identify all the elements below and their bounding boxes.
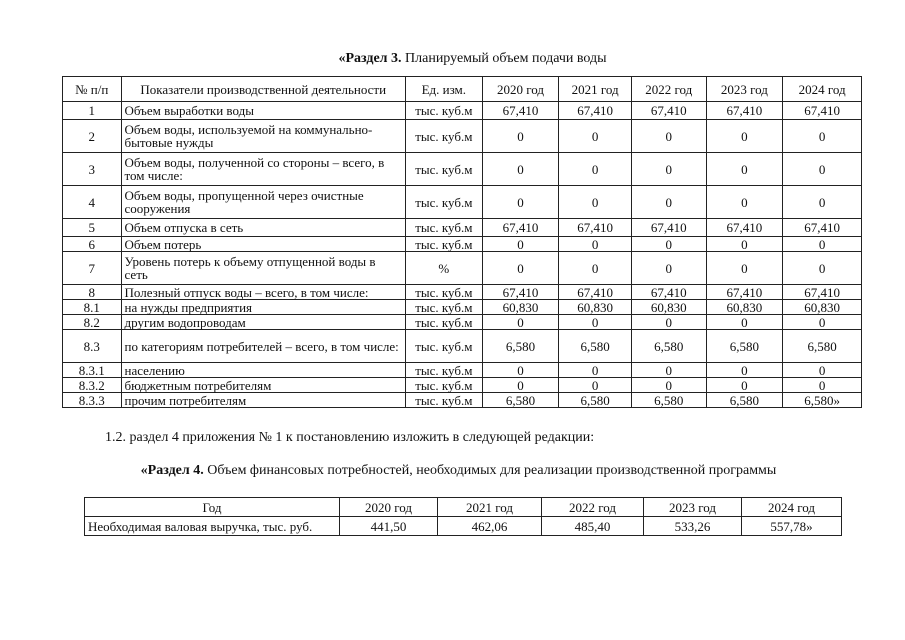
row-label: другим водопроводам — [121, 315, 405, 330]
value-cell: 0 — [631, 237, 706, 252]
value-cell: 67,410 — [482, 102, 559, 120]
section4-table — [84, 497, 842, 536]
row-label: на нужды предприятия — [121, 300, 405, 315]
section4-header-row — [85, 498, 842, 517]
header-cell: 2023 год — [706, 77, 783, 102]
table-row — [63, 153, 862, 186]
unit-cell: тыс. куб.м — [405, 330, 482, 363]
header-cell: 2024 год — [742, 498, 842, 517]
value-cell: 0 — [559, 378, 632, 393]
unit-cell: тыс. куб.м — [405, 186, 482, 219]
value-cell: 60,830 — [631, 300, 706, 315]
value-cell: 67,410 — [559, 285, 632, 300]
value-cell: 0 — [631, 363, 706, 378]
table-row — [63, 219, 862, 237]
row-number: 8.3.1 — [63, 363, 122, 378]
value-cell: 0 — [631, 252, 706, 285]
unit-cell: тыс. куб.м — [405, 393, 482, 408]
value-cell: 0 — [706, 378, 783, 393]
value-cell: 67,410 — [482, 285, 559, 300]
value-cell: 60,830 — [706, 300, 783, 315]
table-row — [63, 330, 862, 363]
header-cell: 2020 год — [482, 77, 559, 102]
unit-cell: тыс. куб.м — [405, 300, 482, 315]
section3-header-row — [63, 77, 862, 102]
value-cell: 0 — [559, 237, 632, 252]
value-cell: 0 — [559, 153, 632, 186]
unit-cell: тыс. куб.м — [405, 102, 482, 120]
value-cell: 0 — [482, 378, 559, 393]
table-row — [63, 120, 862, 153]
header-cell: 2021 год — [438, 498, 542, 517]
value-cell: 67,410 — [783, 102, 862, 120]
header-cell: № п/п — [63, 77, 122, 102]
row-label: по категориям потребителей – всего, в том числе: — [121, 330, 405, 363]
value-cell: 0 — [783, 252, 862, 285]
row-label: населению — [121, 363, 405, 378]
value-cell: 67,410 — [631, 102, 706, 120]
amendment-note: 1.2. раздел 4 приложения № 1 к постановлению изложить в следующей редакции: — [105, 430, 595, 445]
row-number: 8.3 — [63, 330, 122, 363]
value-cell: 0 — [631, 186, 706, 219]
value-cell: 0 — [783, 315, 862, 330]
section3-table — [62, 76, 862, 408]
value-cell: 67,410 — [559, 102, 632, 120]
value-cell: 67,410 — [706, 219, 783, 237]
header-cell: 2020 год — [340, 498, 438, 517]
row-label: Полезный отпуск воды – всего, в том числе: — [121, 285, 405, 300]
row-label: Объем воды, полученной со стороны – всего, в том числе: — [121, 153, 405, 186]
value-cell: 67,410 — [783, 285, 862, 300]
header-cell: 2024 год — [783, 77, 862, 102]
row-label: бюджетным потребителям — [121, 378, 405, 393]
row-number: 8.3.3 — [63, 393, 122, 408]
header-cell: 2023 год — [644, 498, 742, 517]
row-label: Объем отпуска в сеть — [121, 219, 405, 237]
table-row — [63, 363, 862, 378]
value-cell: 0 — [482, 363, 559, 378]
value-cell: 60,830 — [482, 300, 559, 315]
row-label: Объем воды, пропущенной через очистные сооружения — [121, 186, 405, 219]
row-label: Уровень потерь к объему отпущенной воды в сеть — [121, 252, 405, 285]
table-row — [63, 237, 862, 252]
value-cell: 0 — [706, 153, 783, 186]
value-cell: 0 — [706, 252, 783, 285]
value-cell: 0 — [631, 153, 706, 186]
unit-cell: тыс. куб.м — [405, 153, 482, 186]
value-cell: 6,580 — [559, 393, 632, 408]
value-cell: 6,580 — [631, 393, 706, 408]
row-label: Объем выработки воды — [121, 102, 405, 120]
value-cell: 67,410 — [706, 285, 783, 300]
value-cell: 67,410 — [706, 102, 783, 120]
value-cell: 67,410 — [631, 285, 706, 300]
value-cell: 0 — [482, 120, 559, 153]
unit-cell: тыс. куб.м — [405, 120, 482, 153]
section4-title — [6, 463, 905, 479]
value-cell: 67,410 — [631, 219, 706, 237]
section3-title-bold: «Раздел 3. — [338, 51, 402, 66]
unit-cell: тыс. куб.м — [405, 378, 482, 393]
unit-cell: % — [405, 252, 482, 285]
table-row — [63, 285, 862, 300]
value-cell: 0 — [783, 153, 862, 186]
value-cell: 0 — [706, 363, 783, 378]
row-number: 7 — [63, 252, 122, 285]
row-number: 2 — [63, 120, 122, 153]
value-cell: 0 — [631, 378, 706, 393]
row-number: 8.3.2 — [63, 378, 122, 393]
table-row — [63, 186, 862, 219]
value-cell: 0 — [706, 120, 783, 153]
value-cell: 0 — [559, 363, 632, 378]
row-number: 1 — [63, 102, 122, 120]
value-cell: 0 — [559, 252, 632, 285]
row-number: 8 — [63, 285, 122, 300]
unit-cell: тыс. куб.м — [405, 285, 482, 300]
value-cell: 0 — [783, 378, 862, 393]
value-cell: 533,26 — [644, 517, 742, 536]
value-cell: 0 — [482, 186, 559, 219]
value-cell: 0 — [706, 186, 783, 219]
table-row — [63, 378, 862, 393]
value-cell: 557,78» — [742, 517, 842, 536]
value-cell: 6,580 — [482, 393, 559, 408]
header-cell: Показатели производственной деятельности — [121, 77, 405, 102]
table-row — [63, 300, 862, 315]
unit-cell: тыс. куб.м — [405, 315, 482, 330]
header-cell: 2021 год — [559, 77, 632, 102]
table-row — [63, 315, 862, 330]
row-number: 4 — [63, 186, 122, 219]
unit-cell: тыс. куб.м — [405, 219, 482, 237]
value-cell: 67,410 — [482, 219, 559, 237]
value-cell: 462,06 — [438, 517, 542, 536]
value-cell: 6,580 — [559, 330, 632, 363]
value-cell: 0 — [559, 186, 632, 219]
unit-cell: тыс. куб.м — [405, 363, 482, 378]
value-cell: 0 — [631, 120, 706, 153]
row-number: 8.2 — [63, 315, 122, 330]
header-cell: Год — [85, 498, 340, 517]
row-label: Необходимая валовая выручка, тыс. руб. — [85, 517, 340, 536]
row-label: прочим потребителям — [121, 393, 405, 408]
row-label: Объем потерь — [121, 237, 405, 252]
value-cell: 0 — [783, 363, 862, 378]
value-cell: 0 — [631, 315, 706, 330]
header-cell: 2022 год — [542, 498, 644, 517]
value-cell: 6,580» — [783, 393, 862, 408]
value-cell: 6,580 — [631, 330, 706, 363]
value-cell: 6,580 — [706, 330, 783, 363]
value-cell: 0 — [482, 315, 559, 330]
value-cell: 0 — [783, 120, 862, 153]
value-cell: 67,410 — [783, 219, 862, 237]
row-number: 8.1 — [63, 300, 122, 315]
section3-title-rest: Планируемый объем подачи воды — [401, 51, 607, 66]
table-row — [63, 252, 862, 285]
row-number: 3 — [63, 153, 122, 186]
value-cell: 0 — [482, 153, 559, 186]
section4-title-rest: Объем финансовых потребностей, необходимых для реализации производственной программы — [203, 463, 777, 478]
value-cell: 0 — [783, 237, 862, 252]
row-label: Объем воды, используемой на коммунально-бытовые нужды — [121, 120, 405, 153]
value-cell: 60,830 — [559, 300, 632, 315]
table-row — [85, 517, 842, 536]
section3-title — [20, 51, 905, 67]
row-number: 5 — [63, 219, 122, 237]
value-cell: 6,580 — [783, 330, 862, 363]
value-cell: 6,580 — [482, 330, 559, 363]
header-cell: 2022 год — [631, 77, 706, 102]
value-cell: 0 — [559, 315, 632, 330]
unit-cell: тыс. куб.м — [405, 237, 482, 252]
value-cell: 67,410 — [559, 219, 632, 237]
table-row — [63, 102, 862, 120]
section4-title-bold: «Раздел 4. — [140, 463, 204, 478]
value-cell: 0 — [706, 237, 783, 252]
value-cell: 60,830 — [783, 300, 862, 315]
table-row — [63, 393, 862, 408]
value-cell: 0 — [482, 252, 559, 285]
value-cell: 441,50 — [340, 517, 438, 536]
header-cell: Ед. изм. — [405, 77, 482, 102]
value-cell: 485,40 — [542, 517, 644, 536]
value-cell: 0 — [783, 186, 862, 219]
value-cell: 0 — [559, 120, 632, 153]
value-cell: 0 — [482, 237, 559, 252]
value-cell: 0 — [706, 315, 783, 330]
row-number: 6 — [63, 237, 122, 252]
value-cell: 6,580 — [706, 393, 783, 408]
